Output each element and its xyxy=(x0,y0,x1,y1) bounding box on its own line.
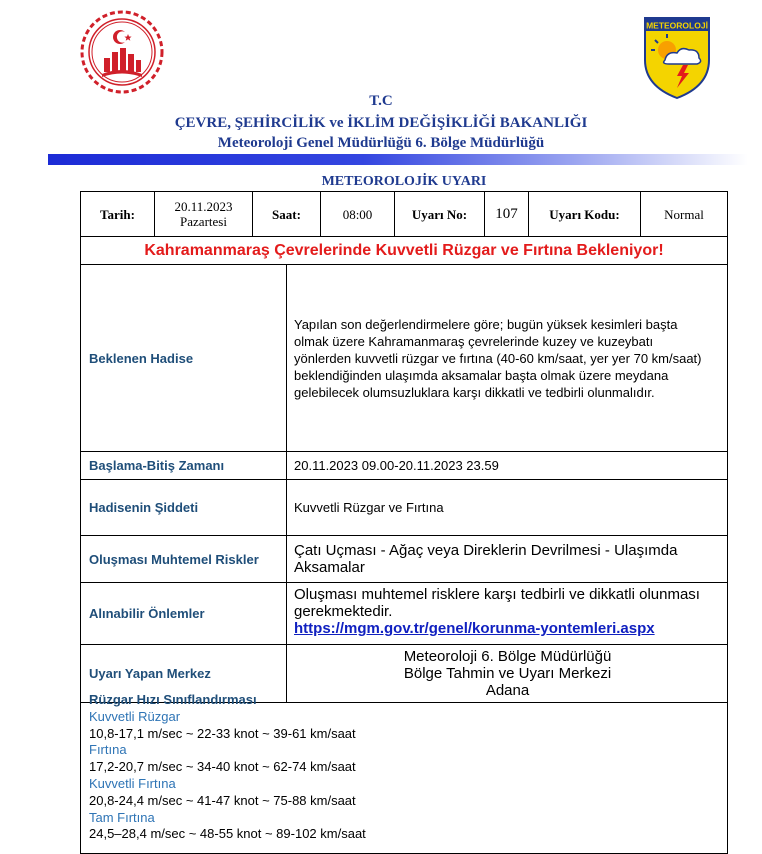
meteoroloji-logo xyxy=(643,16,711,100)
row-possible-risks xyxy=(81,536,727,583)
wind-class-range: 17,2-20,7 m/sec ~ 34-40 knot ~ 62-74 km/saat xyxy=(89,759,356,775)
directorate-name: Meteoroloji Genel Müdürlüğü 6. Bölge Müdürlüğü xyxy=(217,135,545,151)
expected-event-label: Beklenen Hadise xyxy=(81,265,287,451)
date-cell xyxy=(155,192,253,236)
day-value: Pazartesi xyxy=(180,214,227,229)
header-gradient-bar xyxy=(48,154,748,165)
warning-code-value: Normal xyxy=(664,206,704,222)
expected-event-text: Yapılan son değerlendirmelere göre; bugün yüksek kesimleri başta olmak üzere Kahramanmaraş çevrelerinde kuzey ve kuzeybatı yönlerden kuvvetli rüzgar ve fırtına (40-60 km/saat, yer yer 70 km/saat) beklendiğinden ulaşımda aksamalar başta olmak üzere meydana gelebilecek olumsuzluklara karşı dikkatli ve tedbirli olunmalıdır. xyxy=(294,316,702,400)
row-start-end-time xyxy=(81,452,727,480)
wind-class-name: Fırtına xyxy=(89,742,127,758)
issuing-center-line1: Meteoroloji 6. Bölge Müdürlüğü xyxy=(403,648,612,665)
wind-class-name: Tam Fırtına xyxy=(89,809,155,825)
warning-no-label: Uyarı No: xyxy=(395,192,485,236)
wind-class-name: Kuvvetli Fırtına xyxy=(89,775,176,791)
measures-text: Oluşması muhtemel risklere karşı tedbirli ve dikkatli olunması gerekmektedir. xyxy=(294,586,700,620)
ministry-logo xyxy=(80,10,164,94)
severity-text: Kuvvetli Rüzgar ve Fırtına xyxy=(294,500,444,515)
warning-table xyxy=(80,237,728,854)
document-title: METEOROLOJİK UYARI xyxy=(321,174,487,189)
row-expected-event xyxy=(81,265,727,452)
row-severity xyxy=(81,480,727,536)
date-label: Tarih: xyxy=(81,192,155,236)
possible-risks-label: Oluşması Muhtemel Riskler xyxy=(81,536,287,582)
warning-info-row xyxy=(80,191,728,237)
wind-class-range: 24,5–28,4 m/sec ~ 48-55 knot ~ 89-102 km/saat xyxy=(89,826,366,842)
measures-cell xyxy=(288,583,727,644)
issuing-center-line2: Bölge Tahmin ve Uyarı Merkezi xyxy=(403,665,612,682)
time-label: Saat: xyxy=(253,192,321,236)
warning-code-label: Uyarı Kodu: xyxy=(529,192,641,236)
date-value: 20.11.2023 xyxy=(174,199,233,214)
meteoroloji-logo-text: METEOROLOJİ xyxy=(646,20,708,31)
issuing-center-label: Uyarı Yapan Merkez xyxy=(81,645,287,702)
severity-label: Hadisenin Şiddeti xyxy=(81,480,287,535)
start-end-time-label: Başlama-Bitiş Zamanı xyxy=(81,452,287,479)
wind-class-name: Kuvvetli Rüzgar xyxy=(89,708,181,724)
row-measures xyxy=(81,583,727,645)
wind-class-range: 10,8-17,1 m/sec ~ 22-33 knot ~ 39-61 km/saat xyxy=(89,725,356,741)
ministry-name: ÇEVRE, ŞEHİRCİLİK ve İKLİM DEĞİŞİKLİĞİ BAKANLIĞI xyxy=(174,115,588,131)
header-tc: T.C xyxy=(369,93,393,109)
start-end-time-text: 20.11.2023 09.00-20.11.2023 23.59 xyxy=(294,458,499,473)
warning-headline: Kahramanmaraş Çevrelerinde Kuvvetli Rüzgar ve Fırtına Bekleniyor! xyxy=(81,237,727,265)
warning-no-value: 107 xyxy=(485,192,529,236)
protection-methods-link[interactable]: https://mgm.gov.tr/genel/korunma-yontemleri.aspx xyxy=(294,620,655,637)
possible-risks-text: Çatı Uçması - Ağaç veya Direklerin Devrilmesi - Ulaşımda Aksamalar xyxy=(294,542,678,576)
measures-label: Alınabilir Önlemler xyxy=(81,583,287,644)
issuing-center-line3: Adana xyxy=(485,682,530,699)
wind-classification xyxy=(89,692,366,843)
wind-class-range: 20,8-24,4 m/sec ~ 41-47 knot ~ 75-88 km/saat xyxy=(89,792,356,808)
wind-classification-title: Rüzgar Hızı Sınıflandırması xyxy=(89,692,257,707)
time-value: 08:00 xyxy=(321,192,395,236)
